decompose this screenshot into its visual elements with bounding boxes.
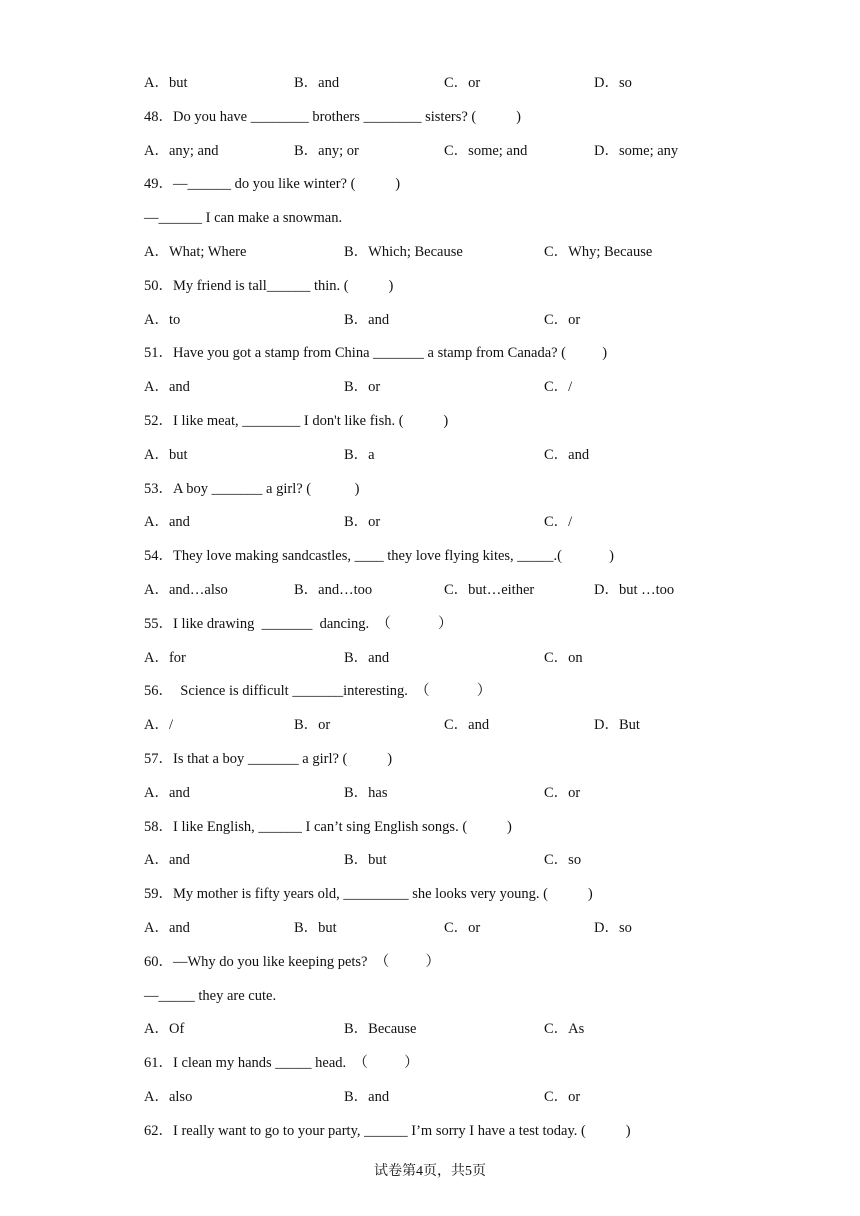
question-text: 53．A boy _______ a girl? ( ) xyxy=(144,481,360,497)
question-line xyxy=(0,748,860,770)
answer-option: C．and xyxy=(444,717,490,733)
answer-option: B．and xyxy=(294,75,340,91)
option-row xyxy=(0,1018,860,1040)
answer-option: C．/ xyxy=(544,379,573,395)
question-text: 59．My mother is fifty years old, _________ she looks very young. ( ) xyxy=(144,886,593,902)
question-line xyxy=(0,1052,860,1074)
answer-option: B．or xyxy=(294,717,331,733)
answer-option: D．so xyxy=(594,75,632,91)
question-text: 57．Is that a boy _______ a girl? ( ) xyxy=(144,751,393,767)
page-footer: 试卷第4页，共5页 xyxy=(374,1164,486,1179)
option-row xyxy=(0,1086,860,1108)
answer-option: A．any; and xyxy=(144,143,219,159)
question-line xyxy=(0,478,860,500)
option-row xyxy=(0,72,860,94)
answer-option: C．/ xyxy=(544,514,573,530)
question-line xyxy=(0,613,860,635)
question-line xyxy=(0,207,860,229)
answer-option: B．or xyxy=(344,379,381,395)
answer-option: C．or xyxy=(544,1089,581,1105)
answer-option: D．But xyxy=(594,717,640,733)
answer-option: B．and xyxy=(344,650,390,666)
answer-option: A．to xyxy=(144,312,181,328)
answer-option: A．and xyxy=(144,785,190,801)
answer-option: B．and xyxy=(344,312,390,328)
answer-option: C．or xyxy=(444,920,481,936)
option-row xyxy=(0,511,860,533)
answer-option: A．and xyxy=(144,514,190,530)
question-text: 52．I like meat, ________ I don't like fish. ( ) xyxy=(144,413,449,429)
answer-option: C．or xyxy=(544,312,581,328)
answer-option: A．but xyxy=(144,75,188,91)
answer-option: C．or xyxy=(544,785,581,801)
answer-option: A．and xyxy=(144,379,190,395)
option-row xyxy=(0,917,860,939)
question-line xyxy=(0,985,860,1007)
option-row xyxy=(0,849,860,871)
question-text: 48．Do you have ________ brothers ________ sisters? ( ) xyxy=(144,109,521,125)
answer-option: B．or xyxy=(344,514,381,530)
answer-option: C．but…either xyxy=(444,582,535,598)
question-line xyxy=(0,342,860,364)
option-row xyxy=(0,714,860,736)
answer-option: A．and…also xyxy=(144,582,228,598)
answer-option: B．and…too xyxy=(294,582,373,598)
question-line xyxy=(0,173,860,195)
answer-option: C．so xyxy=(544,852,582,868)
answer-option: B．Because xyxy=(344,1021,417,1037)
question-text: 58．I like English, ______ I can’t sing English songs. ( ) xyxy=(144,819,512,835)
answer-option: A．Of xyxy=(144,1021,185,1037)
answer-option: B．but xyxy=(344,852,387,868)
answer-option: A．and xyxy=(144,852,190,868)
answer-option: D．some; any xyxy=(594,143,679,159)
question-text: —_____ they are cute. xyxy=(144,988,277,1004)
question-line xyxy=(0,883,860,905)
question-text: 55．I like drawing _______ dancing. （ ） xyxy=(144,616,453,632)
answer-option: C．on xyxy=(544,650,583,666)
question-line xyxy=(0,1120,860,1142)
answer-option: C．or xyxy=(444,75,481,91)
option-row xyxy=(0,579,860,601)
question-line xyxy=(0,816,860,838)
question-text: 60．—Why do you like keeping pets? （ ） xyxy=(144,954,440,970)
answer-option: B．a xyxy=(344,447,375,463)
question-line xyxy=(0,106,860,128)
answer-option: C．and xyxy=(544,447,590,463)
option-row xyxy=(0,309,860,331)
answer-option: A．but xyxy=(144,447,188,463)
option-row xyxy=(0,782,860,804)
question-text: 56． Science is difficult _______interesting. （ ） xyxy=(144,683,492,699)
answer-option: A．What; Where xyxy=(144,244,247,260)
answer-option: A．and xyxy=(144,920,190,936)
answer-option: A．for xyxy=(144,650,186,666)
answer-option: C．Why; Because xyxy=(544,244,653,260)
option-row xyxy=(0,444,860,466)
answer-option: C．some; and xyxy=(444,143,528,159)
option-row xyxy=(0,140,860,162)
answer-option: B．but xyxy=(294,920,337,936)
answer-option: D．but …too xyxy=(594,582,675,598)
answer-option: C．As xyxy=(544,1021,585,1037)
question-text: 49．—______ do you like winter? ( ) xyxy=(144,176,401,192)
question-line xyxy=(0,275,860,297)
question-line xyxy=(0,951,860,973)
option-row xyxy=(0,376,860,398)
question-text: 62．I really want to go to your party, ______ I’m sorry I have a test today. ( ) xyxy=(144,1123,631,1139)
question-line xyxy=(0,680,860,702)
question-text: 51．Have you got a stamp from China _______ a stamp from Canada? ( ) xyxy=(144,345,608,361)
answer-option: B．and xyxy=(344,1089,390,1105)
question-line xyxy=(0,410,860,432)
answer-option: D．so xyxy=(594,920,632,936)
answer-option: B．Which; Because xyxy=(344,244,463,260)
question-text: 54．They love making sandcastles, ____ they love flying kites, _____.( ) xyxy=(144,548,614,564)
answer-option: A．also xyxy=(144,1089,193,1105)
option-row xyxy=(0,241,860,263)
question-text: —______ I can make a snowman. xyxy=(144,210,343,226)
question-text: 50．My friend is tall______ thin. ( ) xyxy=(144,278,394,294)
question-line xyxy=(0,545,860,567)
option-row xyxy=(0,647,860,669)
answer-option: B．has xyxy=(344,785,388,801)
answer-option: B．any; or xyxy=(294,143,359,159)
answer-option: A．/ xyxy=(144,717,173,733)
question-text: 61．I clean my hands _____ head. （ ） xyxy=(144,1055,419,1071)
